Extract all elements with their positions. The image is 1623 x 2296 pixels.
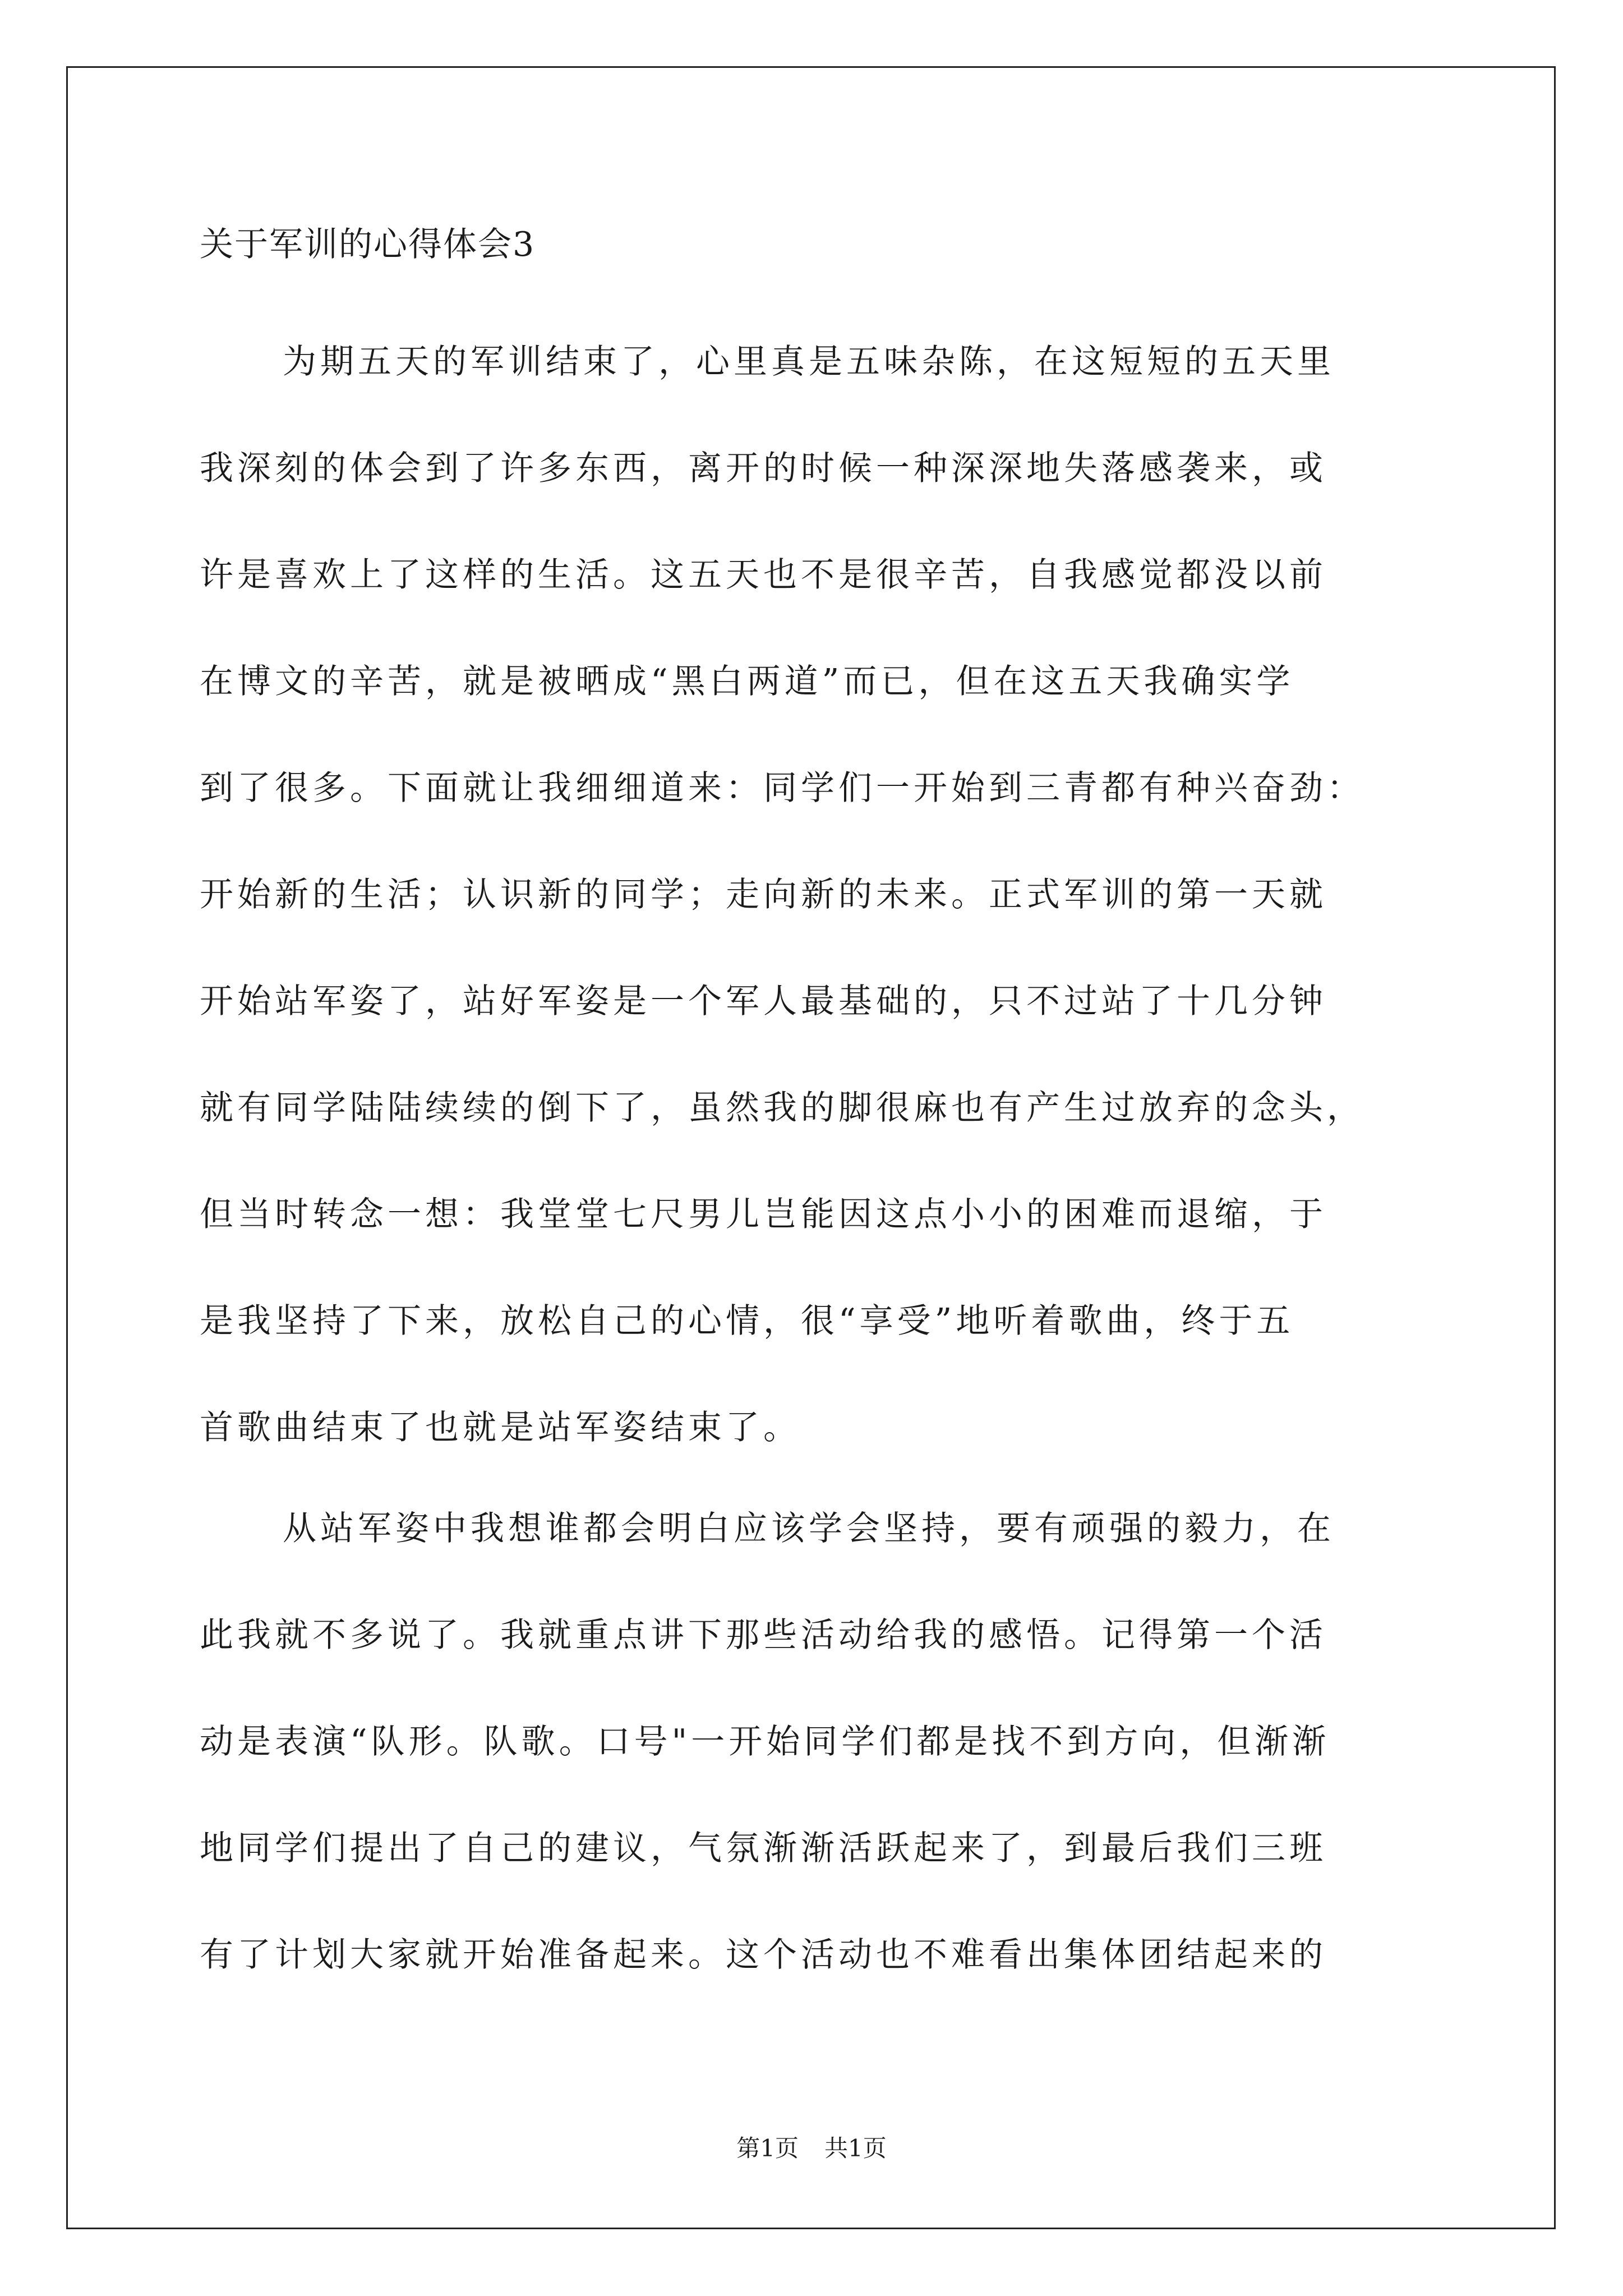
paragraph-line: 就有同学陆陆续续的倒下了，虽然我的脚很麻也有产生过放弃的念头，	[200, 1088, 1364, 1128]
paragraph-line: 到了很多。下面就让我细细道来：同学们一开始到三青都有种兴奋劲：	[200, 769, 1364, 808]
paragraph-line: 地同学们提出了自己的建议，气氛渐渐活跃起来了，到最后我们三班	[200, 1829, 1327, 1868]
paragraph-line: 许是喜欢上了这样的生活。这五天也不是很辛苦，自我感觉都没以前	[200, 555, 1327, 595]
paragraph-line: 动是表演“队形。队歌。口号"一开始同学们都是找不到方向，但渐渐	[200, 1722, 1330, 1761]
paragraph-line: 从站军姿中我想谁都会明白应该学会坚持，要有顽强的毅力，在	[283, 1509, 1335, 1548]
paragraph-line: 为期五天的军训结束了，心里真是五味杂陈，在这短短的五天里	[283, 342, 1335, 381]
paragraph-line: 此我就不多说了。我就重点讲下那些活动给我的感悟。记得第一个活	[200, 1616, 1327, 1655]
document-title: 关于军训的心得体会3	[200, 225, 536, 264]
paragraph-1	[200, 309, 1422, 1481]
paragraph-line: 首歌曲结束了也就是站军姿结束了。	[200, 1408, 801, 1447]
page-footer	[0, 2132, 1623, 2165]
page-number-current: 第1页	[736, 2134, 799, 2162]
paragraph-line: 是我坚持了下来，放松自己的心情，很“享受”地听着歌曲，终于五	[200, 1301, 1294, 1341]
paragraph-line: 开始新的生活；认识新的同学；走向新的未来。正式军训的第一天就	[200, 875, 1327, 914]
paragraph-line: 在博文的辛苦，就是被晒成“黑白两道”而已，但在这五天我确实学	[200, 662, 1294, 701]
paragraph-line: 开始站军姿了，站好军姿是一个军人最基础的，只不过站了十几分钟	[200, 982, 1327, 1021]
paragraph-2	[200, 1475, 1422, 2008]
paragraph-line: 但当时转念一想：我堂堂七尺男儿岂能因这点小小的困难而退缩，于	[200, 1195, 1327, 1234]
paragraph-line: 有了计划大家就开始准备起来。这个活动也不难看出集体团结起来的	[200, 1935, 1327, 1975]
page-number-total: 共1页	[824, 2134, 887, 2162]
paragraph-line: 我深刻的体会到了许多东西，离开的时候一种深深地失落感袭来，或	[200, 449, 1327, 488]
